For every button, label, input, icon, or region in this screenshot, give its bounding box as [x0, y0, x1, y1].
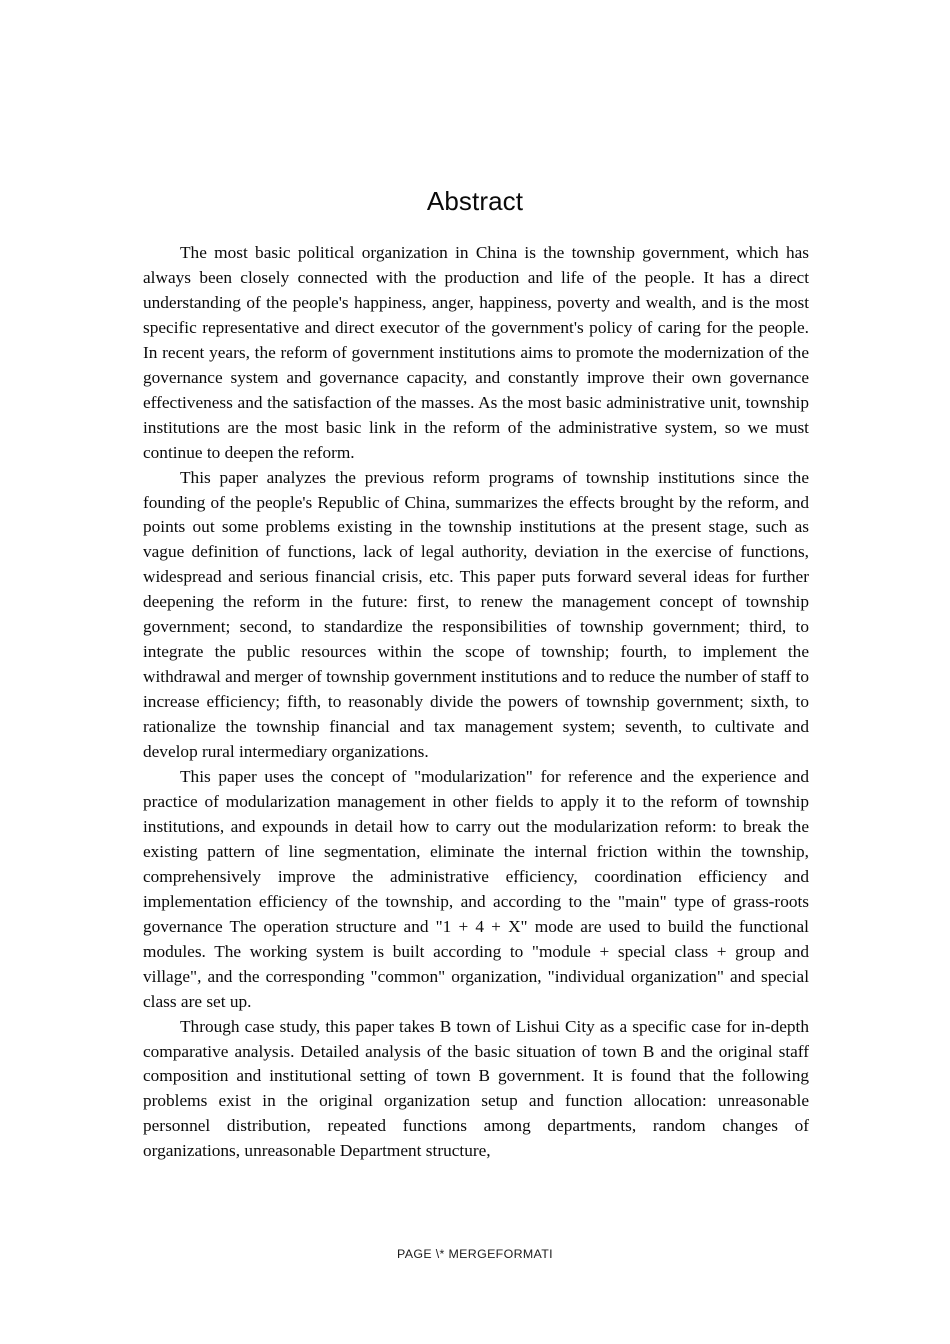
paragraph: The most basic political organization in China is the township government, which has always been closely connected with the production and life of the people. It has a direct understanding of the people's happiness, anger, happiness, poverty and wealth, and is the most specific representative and direct executor of the government's policy of caring for the people. In recent years, the reform of government institutions aims to promote the modernization of the governance system and governance capacity, and constantly improve their own governance effectiveness and the satisfaction of the masses. As the most basic administrative unit, township institutions are the most basic link in the reform of the administrative system, so we must continue to deepen the reform. — [143, 243, 809, 462]
paragraph: Through case study, this paper takes B town of Lishui City as a specific case for in-depth comparative analysis. Detailed analysis of the basic situation of town B and the original staff composition and institutional setting of town B government. It is found that the following problems exist in the original organization setup and function allocation: unreasonable personnel distribution, repeated functions among departments, random changes of organizations, unreasonable Department structure, — [143, 1016, 809, 1161]
paragraph: This paper analyzes the previous reform programs of township institutions since the founding of the people's Republic of China, summarizes the effects brought by the reform, and points out some problems existing in the township institutions at the present stage, such as vague definition of functions, lack of legal authority, deviation in the exercise of functions, widespread and serious financial crisis, etc. This paper puts forward several ideas for further deepening the reform in the future: first, to renew the management concept of township government; second, to standardize the responsibilities of township government; third, to integrate the public resources within the scope of township; fourth, to implement the withdrawal and merger of township government institutions and to reduce the number of staff to increase efficiency; fifth, to reasonably divide the powers of township government; sixth, to rationalize the township financial and tax management system; seventh, to cultivate and develop rural intermediary organizations. — [143, 467, 809, 762]
paragraph: This paper uses the concept of "modularization" for reference and the experience and practice of modularization management in other fields to apply it to the reform of township institutions, and expounds in detail how to carry out the modularization reform: to break the existing pattern of line segmentation, eliminate the internal friction within the township, comprehensively improve the administrative efficiency, coordination efficiency and implementation efficiency of the township, and according to the "main" type of grass-roots governance The operation structure and "1 + 4 + X" mode are used to build the functional modules. The working system is built according to "module + special class + group and village", and the corresponding "common" organization, "individual organization" and special class are set up. — [143, 767, 809, 1011]
abstract-body — [143, 241, 809, 1164]
page-title: Abstract — [426, 186, 524, 217]
page-footer-field-code: PAGE \* MERGEFORMATI — [397, 1247, 553, 1261]
